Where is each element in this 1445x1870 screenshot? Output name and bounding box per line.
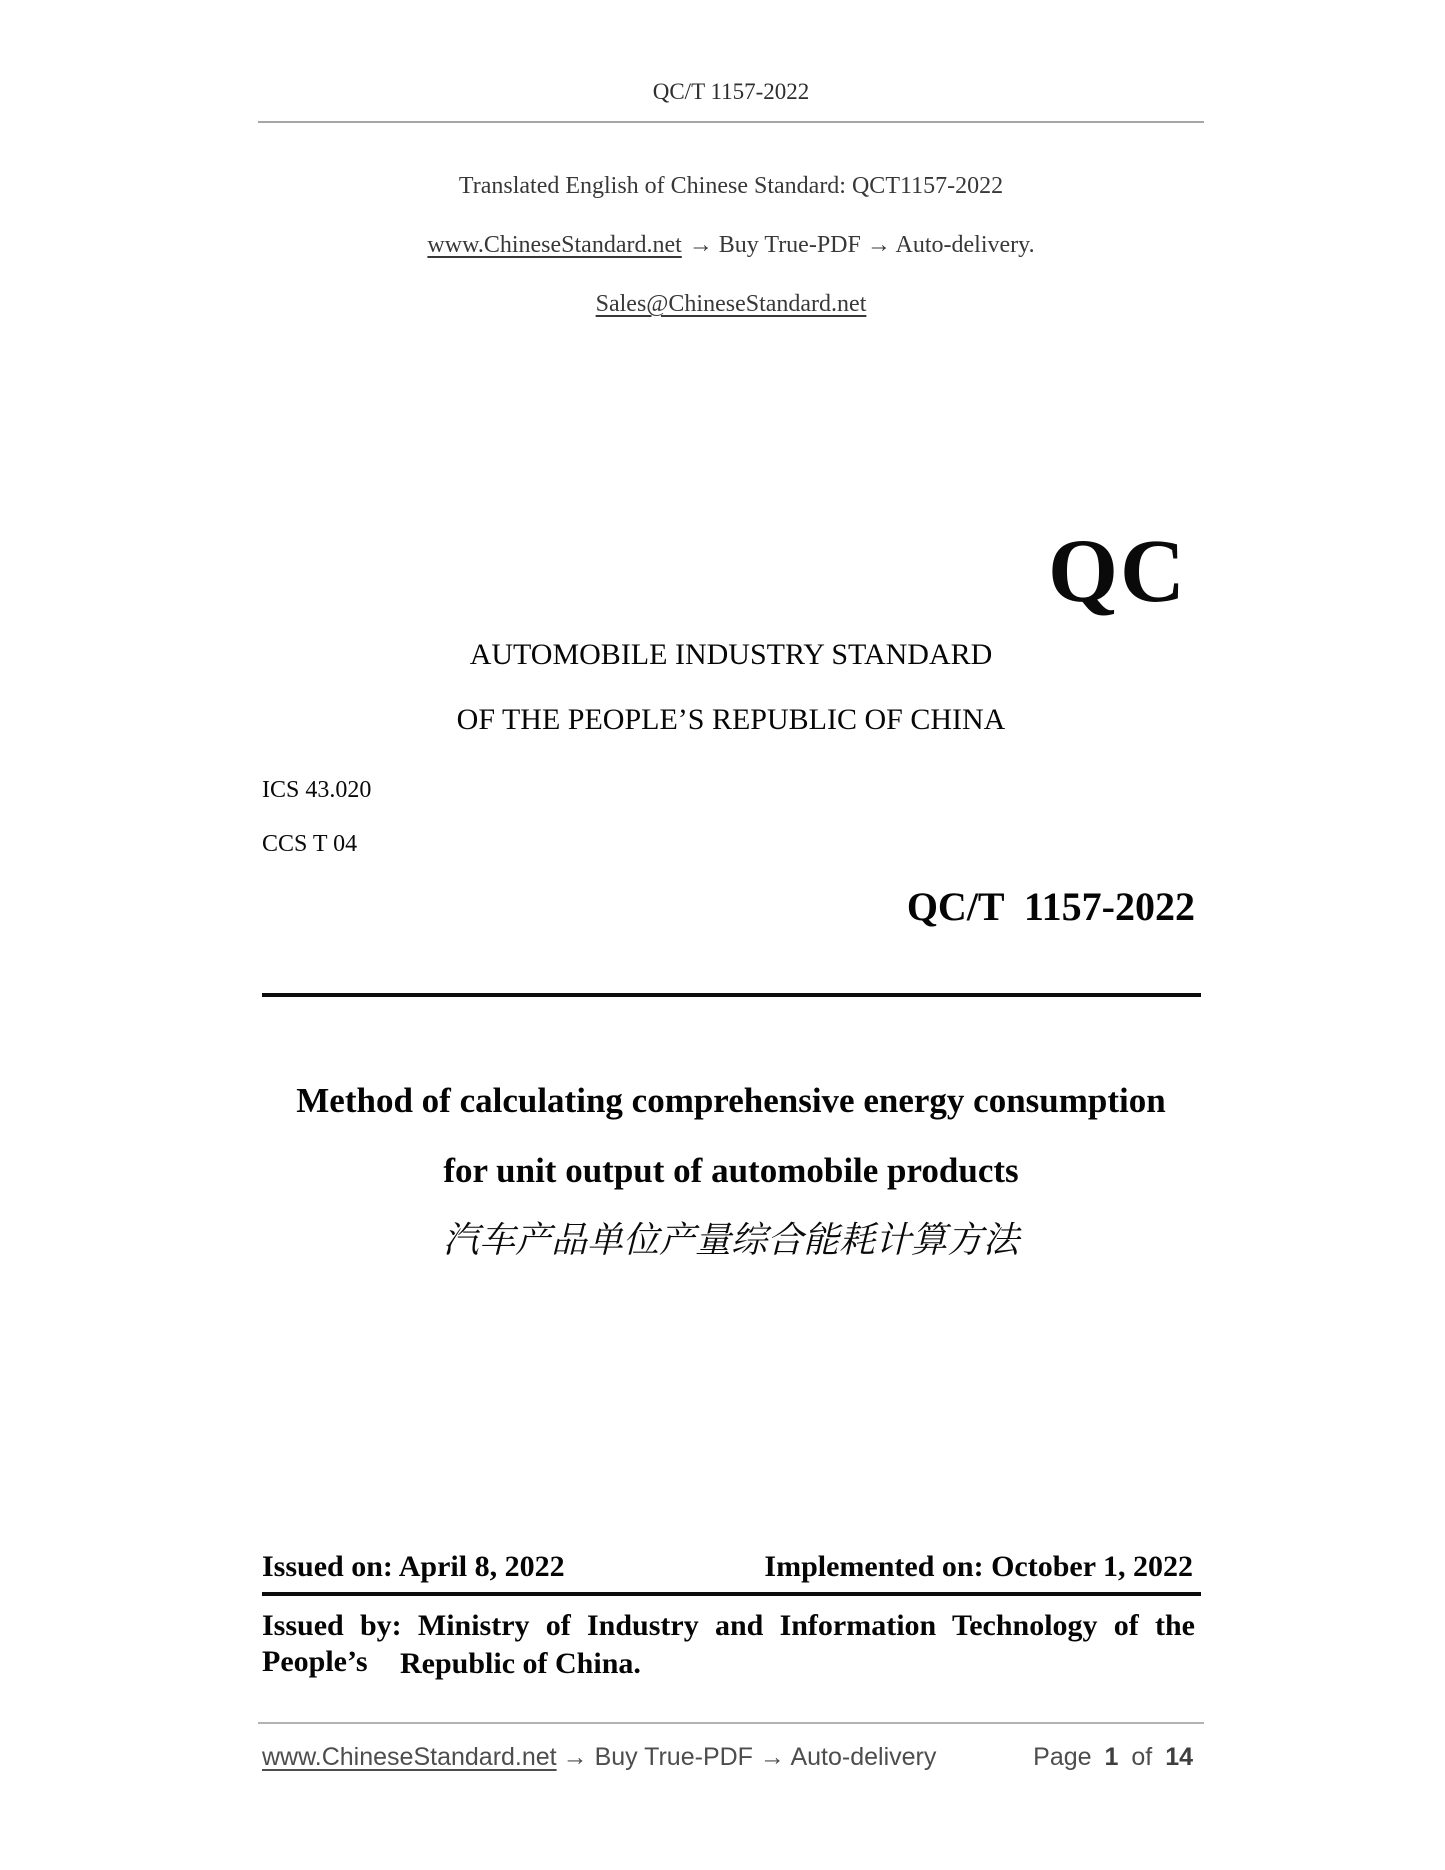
qc-standard-logo: QC xyxy=(1048,522,1187,621)
footer-source-line xyxy=(262,1742,936,1772)
standard-org-line-1: AUTOMOBILE INDUSTRY STANDARD xyxy=(469,638,993,671)
banner-purchase-text: → Buy True-PDF → Auto-delivery. xyxy=(688,232,1035,258)
standard-org-line-2: OF THE PEOPLE’S REPUBLIC OF CHINA xyxy=(456,703,1006,736)
banner-purchase-line xyxy=(258,231,1204,260)
issued-by-line-2: Republic of China. xyxy=(400,1647,641,1680)
translation-notice: Translated English of Chinese Standard: QCT1157-2022 xyxy=(458,173,1004,199)
footer-purchase-text: → Buy True-PDF → Auto-delivery xyxy=(562,1743,937,1771)
website-link[interactable]: www.ChineseStandard.net xyxy=(427,232,682,258)
page-word: Page xyxy=(1033,1743,1092,1771)
issued-on-date: Issued on: April 8, 2022 xyxy=(262,1550,565,1583)
header-divider xyxy=(258,121,1204,123)
page-total-number: 14 xyxy=(1165,1743,1193,1771)
implemented-on-date: Implemented on: October 1, 2022 xyxy=(764,1550,1193,1583)
page-indicator xyxy=(1027,1742,1193,1772)
ccs-code: CCS T 04 xyxy=(262,831,358,857)
sales-email-link[interactable]: Sales@ChineseStandard.net xyxy=(595,291,867,317)
footer-website-link[interactable]: www.ChineseStandard.net xyxy=(262,1743,557,1771)
footer xyxy=(262,1742,1193,1772)
issued-by-line-1: Issued by: Ministry of Industry and Information Technology of the People’s xyxy=(262,1609,1195,1678)
of-word: of xyxy=(1131,1743,1153,1771)
document-title-chinese: 汽车产品单位产量综合能耗计算方法 xyxy=(442,1220,1019,1260)
page-current-number: 1 xyxy=(1104,1743,1119,1771)
running-header-doc-code: QC/T 1157-2022 xyxy=(652,79,810,104)
footer-divider xyxy=(258,1722,1204,1724)
ics-code: ICS 43.020 xyxy=(262,777,372,803)
document-title-line-1: Method of calculating comprehensive energy consumption xyxy=(296,1081,1166,1120)
document-title-line-2: for unit output of automobile products xyxy=(443,1151,1019,1190)
banner-email-line xyxy=(258,290,1204,319)
issuance-divider-rule xyxy=(262,1592,1201,1596)
issuance-dates-row xyxy=(262,1549,1193,1585)
title-divider-rule xyxy=(262,993,1201,997)
standard-number: QC/T 1157-2022 xyxy=(906,884,1195,929)
